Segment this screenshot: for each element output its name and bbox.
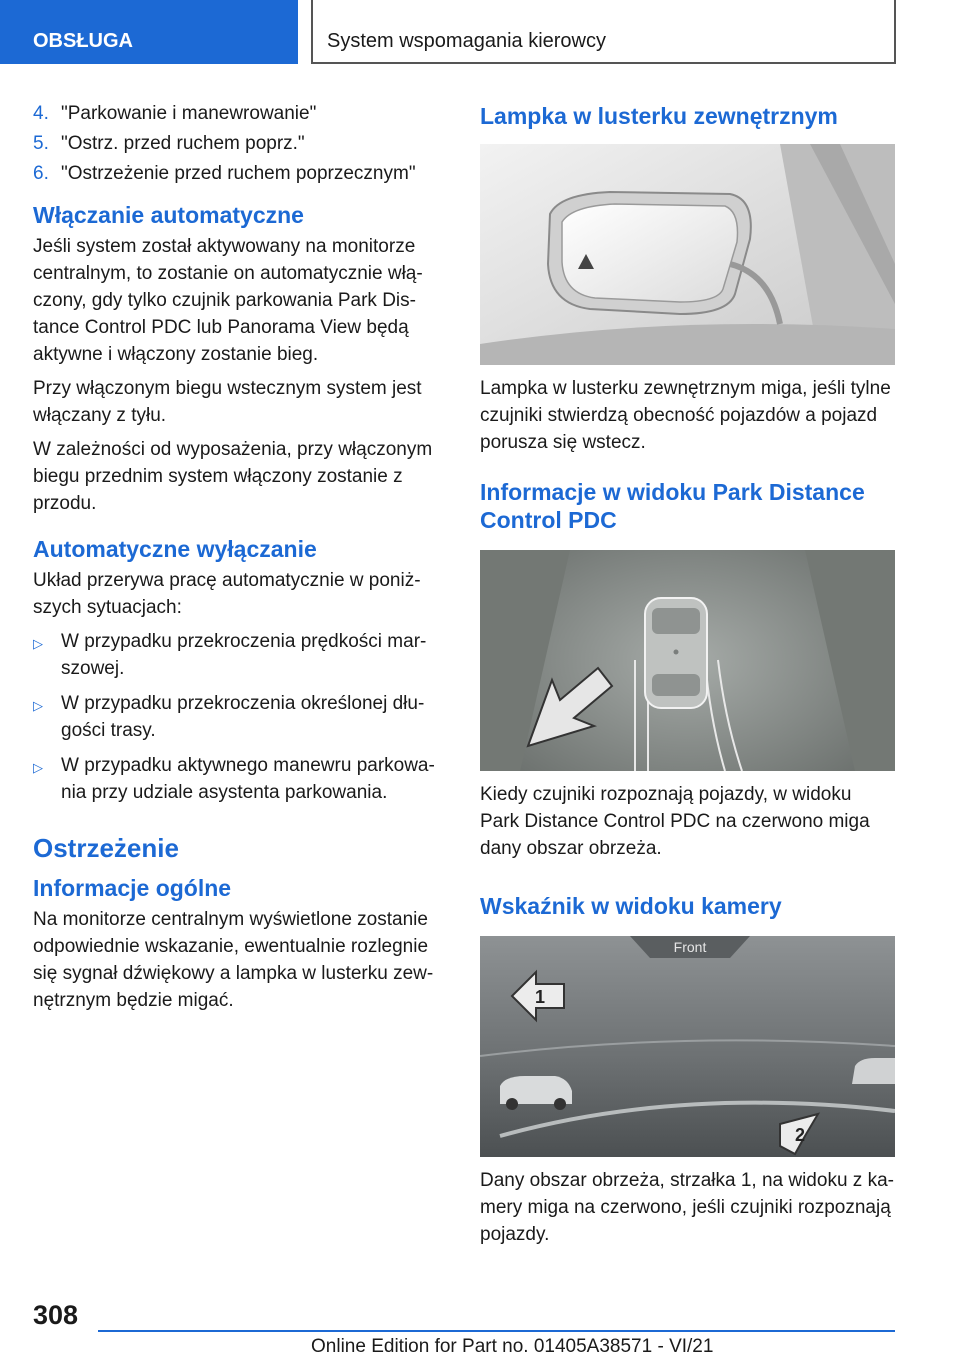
list-item — [33, 690, 438, 744]
page-number: 308 — [33, 1300, 79, 1330]
heading-warning: Ostrzeżenie — [33, 833, 179, 863]
camera-figure — [480, 936, 895, 1157]
list-number: 4. — [33, 103, 49, 124]
list-item — [33, 628, 438, 682]
triangle-bullet-icon: ▷ — [33, 760, 43, 775]
figure-caption: Kiedy czujniki rozpoznają pojazdy, w widoku Park Distance Control PDC na czerwono miga dany obszar obrzeża. — [480, 784, 870, 859]
list-number: 6. — [33, 163, 49, 184]
arrow-1-label: 1 — [534, 987, 546, 1007]
mirror-figure — [480, 144, 895, 365]
heading-camera: Wskaźnik w widoku kamery — [480, 893, 782, 919]
chapter-title: System wspomagania kierowcy — [327, 30, 606, 52]
figure-caption: Lampka w lusterku zewnętrznym miga, jeśli tylne czujniki stwierdzą obecność pojazdów a pojazd porusza się wstecz. — [480, 378, 891, 453]
list-text: "Ostrzeżenie przed ruchem poprzecznym" — [61, 163, 416, 184]
list-item — [33, 130, 438, 157]
heading-pdc: Informacje w widoku Park Distance Control PDC — [480, 479, 865, 533]
triangle-bullet-icon: ▷ — [33, 636, 43, 651]
list-text: W przypadku przekroczenia określonej długości trasy. — [61, 693, 425, 741]
right-column — [480, 100, 895, 1248]
paragraph: W zależności od wyposażenia, przy włączonym biegu przednim system włączony zostanie z przodu. — [33, 439, 433, 514]
section-title: OBSŁUGA — [33, 30, 133, 52]
list-text: "Ostrz. przed ruchem poprz." — [61, 133, 305, 154]
paragraph: Układ przerywa pracę automatycznie w poniższych sytuacjach: — [33, 570, 421, 618]
list-item — [33, 752, 438, 806]
list-text: W przypadku przekroczenia prędkości marszowej. — [61, 631, 427, 679]
list-number: 5. — [33, 133, 49, 154]
footer-divider — [98, 1330, 895, 1332]
heading-mirror: Lampka w lusterku zewnętrznym — [480, 103, 838, 129]
arrow-2-label: 2 — [794, 1125, 806, 1145]
paragraph: Na monitorze centralnym wyświetlone zostanie odpowiednie wskazanie, ewentualnie rozlegnie się sygnał dźwiękowy a lampka w lusterku zewnętrznym będzie migać. — [33, 909, 434, 1011]
edition-text: Online Edition for Part no. 01405A38571 - VI/21 — [311, 1336, 714, 1357]
paragraph: Przy włączonym biegu wstecznym system jest włączany z tyłu. — [33, 378, 422, 426]
mirror-illustration — [480, 144, 895, 365]
list-text: W przypadku aktywnego manewru parkowania przy udziale asystenta parkowania. — [61, 755, 435, 803]
list-item — [33, 100, 438, 127]
figure-caption: Dany obszar obrzeża, strzałka 1, na widoku z kamery miga na czerwono, jeśli czujniki rozpoznają pojazdy. — [480, 1170, 894, 1245]
heading-general: Informacje ogólne — [33, 875, 232, 901]
list-text: "Parkowanie i manewrowanie" — [61, 103, 317, 124]
pdc-figure — [480, 550, 895, 771]
numbered-list — [33, 100, 438, 187]
camera-illustration — [480, 936, 895, 1157]
bullet-list — [33, 628, 438, 806]
triangle-bullet-icon: ▷ — [33, 698, 43, 713]
heading-auto-on: Włączanie automatyczne — [33, 202, 304, 228]
chapter-header — [311, 0, 896, 64]
left-column — [33, 100, 438, 1021]
section-tab — [0, 0, 298, 64]
heading-auto-off: Automatyczne wyłączanie — [33, 536, 317, 562]
paragraph: Jeśli system został aktywowany na monitorze centralnym, to zostanie on automatycznie włączony, gdy tylko czujnik parkowania Park Distance Control PDC lub Panorama View będą aktywne i włączony zostanie bieg. — [33, 236, 423, 365]
list-item — [33, 160, 438, 187]
front-label: Front — [673, 939, 707, 955]
pdc-illustration — [480, 550, 895, 771]
